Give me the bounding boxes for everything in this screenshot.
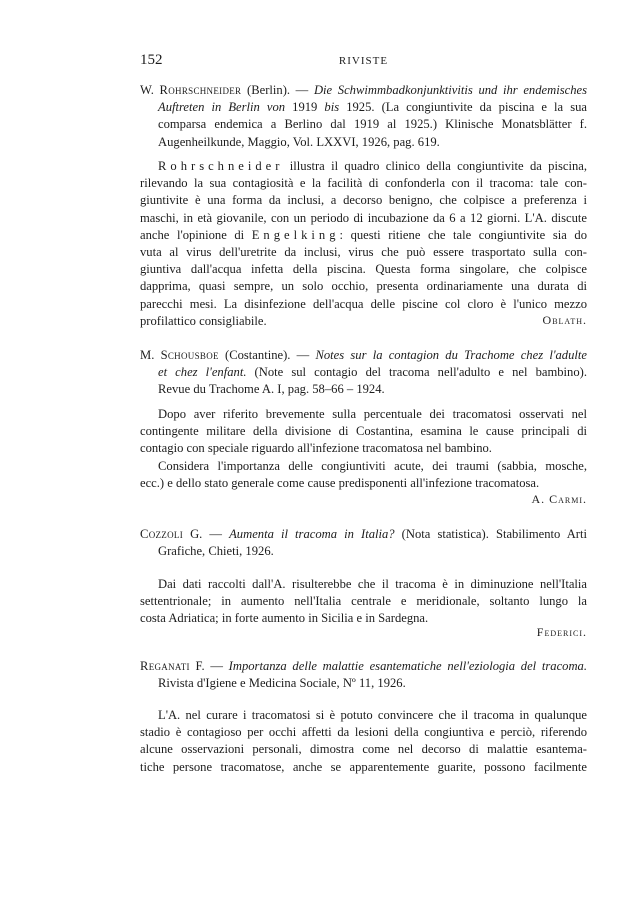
reference-line: Revue du Trachome A. I, pag. 58–66 – 1924. — [158, 382, 385, 397]
review-schousboe-reference — [140, 347, 587, 399]
review-cozzoli-body — [140, 576, 587, 628]
reference-line: Grafiche, Chieti, 1926. — [158, 544, 274, 559]
body-line: dapprima, quasi sempre, un solo occhio, presenta ordinariamente una durata di — [140, 279, 587, 294]
reference-line: comparsa endemica a Berlino dal 1919 al 1925.) Klinische Monatsblätter f. — [158, 117, 587, 132]
reviewer-signature: Oblath. — [542, 313, 587, 327]
reference-line: Augenheilkunde, Maggio, Vol. LXXVI, 1926, pag. 619. — [158, 134, 440, 149]
review-reganati-reference — [140, 658, 587, 692]
body-line: maschi, in età giovanile, con un periodo di incubazione da 6 a 12 giorni. L'A. discute — [140, 210, 587, 225]
body-line: rilevando la sua contagiosità e la facilità di confonderla con il tracoma: tale con- — [140, 176, 587, 191]
review-schousboe-body — [140, 406, 587, 492]
body-line: profilattico consigliabile. — [140, 313, 267, 328]
body-line: Dai dati raccolti dall'A. risulterebbe che il tracoma è in diminuzione nell'Italia — [158, 577, 587, 591]
review-rohrschneider-reference — [140, 82, 587, 151]
reference-line: et chez l'enfant. (Note sul contagio del tracoma nell'adulto e nel bambino). — [158, 365, 587, 380]
reference-line: Rivista d'Igiene e Medicina Sociale, Nº 11, 1926. — [158, 676, 406, 691]
reference-line: W. Rohrschneider (Berlin). — Die Schwimmbadkonjunktivitis und ihr endemisches — [140, 83, 587, 97]
body-line: parecchi mesi. La disinfezione dell'acqua delle piscine col cloro è l'unico mezzo — [140, 296, 587, 311]
reviewer-signature: Federici. — [536, 625, 587, 639]
page-number: 152 — [140, 52, 163, 68]
page-header — [140, 52, 587, 74]
body-line: giuntivite è una forma da inclusi, a decorso benigno, che colpisce a preferenza i — [140, 193, 587, 208]
reference-line: Auftreten in Berlin von 1919 bis 1925. (La congiuntivite da piscina e la sua — [158, 100, 587, 115]
reviewer-signature: A. Carmi. — [531, 492, 587, 506]
running-head: RIVISTE — [338, 55, 389, 67]
review-reganati-body — [140, 707, 587, 776]
body-line: L'A. nel curare i tracomatosi si è potuto convincere che il tracoma in qualunque — [158, 708, 587, 722]
body-line: Dopo aver riferito brevemente sulla percentuale dei tracomatosi osservati nel — [158, 407, 587, 421]
body-line: contagio con speciale riguardo all'infezione tracomatosa nel bambino. — [140, 441, 492, 456]
reference-line: Reganati F. — Importanza delle malattie esantematiche nell'eziologia del tracoma. — [140, 659, 588, 673]
review-rohrschneider-body — [140, 158, 587, 330]
reference-line: M. Schousboe (Costantine). — Notes sur la contagion du Trachome chez l'adulte — [140, 348, 587, 362]
body-line: giuntiva dall'acqua infetta della piscina. Questa forma singolare, che colpisce — [140, 262, 587, 277]
body-line: costa Adriatica; in forte aumento in Sicilia e in Sardegna. — [140, 611, 429, 626]
body-line: anche l'opinione di Engelking: questi ritiene che tale congiuntivite sia do — [140, 227, 587, 242]
body-line: Considera l'importanza delle congiuntiviti acute, dei traumi (sabbia, mosche, — [158, 458, 587, 473]
body-line: alcune osservazioni personali, dimostra come nel decorso di malattie esantema- — [140, 742, 587, 757]
body-line: ecc.) e dello stato generale come cause predisponenti all'infezione tracomatosa. — [140, 475, 540, 490]
body-line: contingente militare della divisione di Costantina, esamina le cause principali di — [140, 424, 587, 439]
body-line: tiche persone tracomatose, anche se apparentemente guarite, possono facilmente — [140, 759, 587, 774]
body-line: stadio è contagioso per occhi affetti da lesioni della congiuntiva e perciò, riferendo — [140, 725, 587, 740]
body-line: Rohrschneider illustra il quadro clinico della congiuntivite da piscina, — [158, 159, 587, 173]
body-line: vuta al virus dell'uretrite da inclusi, virus che può essere trasportato sulla con- — [140, 245, 587, 260]
review-cozzoli-reference — [140, 526, 587, 560]
body-line: settentrionale; in aumento nell'Italia centrale e meridionale, soltanto lungo la — [140, 594, 587, 609]
reference-line: Cozzoli G. — Aumenta il tracoma in Italia? (Nota statistica). Stabilimento Arti — [140, 527, 587, 541]
